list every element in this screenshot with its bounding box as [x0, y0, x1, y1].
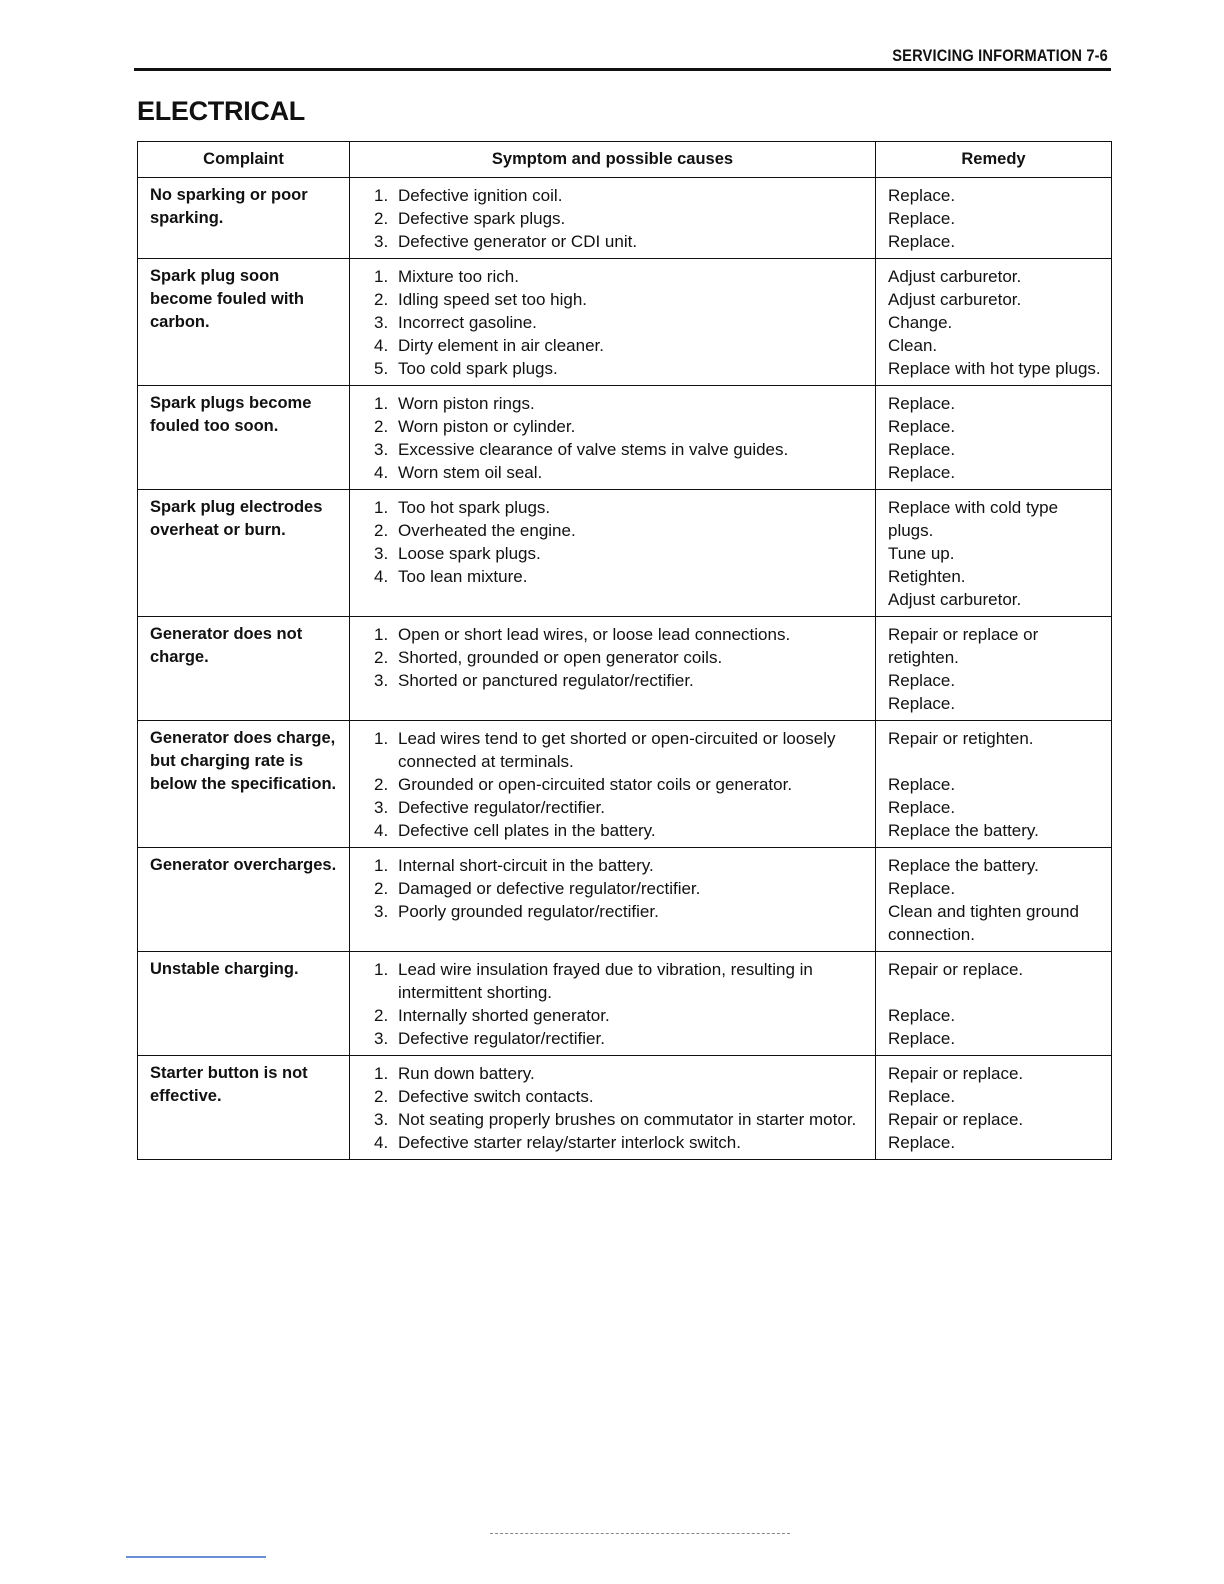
cause-item: [362, 854, 865, 877]
cause-number: 3.: [374, 1029, 389, 1048]
complaint-cell: Generator overcharges.: [138, 848, 350, 952]
cause-item: [362, 265, 865, 288]
table-row: [138, 178, 1112, 259]
cause-number: 5.: [374, 359, 389, 378]
cause-item: [362, 877, 865, 900]
complaint-cell: Spark plug electrodes overheat or burn.: [138, 490, 350, 617]
column-header-complaint: Complaint: [138, 142, 350, 178]
remedy-cell: [876, 490, 1112, 617]
remedy-item: Replace with hot type plugs.: [888, 359, 1101, 378]
cause-item: [362, 1062, 865, 1085]
cause-text: Defective switch contacts.: [398, 1087, 594, 1106]
cause-item: [362, 623, 865, 646]
cause-text: Internal short-circuit in the battery.: [398, 856, 654, 875]
cause-text: Not seating properly brushes on commutator in starter motor.: [398, 1110, 857, 1129]
cause-number: 1.: [374, 729, 389, 748]
cause-number: 3.: [374, 544, 389, 563]
cause-item: [362, 1131, 865, 1154]
remedy-cell: [876, 259, 1112, 386]
complaint-cell: No sparking or poor sparking.: [138, 178, 350, 259]
cause-number: 1.: [374, 394, 389, 413]
complaint-cell: Unstable charging.: [138, 952, 350, 1056]
cause-text: Too cold spark plugs.: [398, 359, 558, 378]
cause-text: Poorly grounded regulator/rectifier.: [398, 902, 659, 921]
remedy-item: Replace.: [888, 694, 956, 713]
cause-text: Lead wires tend to get shorted or open-circuited or loosely connected at terminals.: [398, 729, 836, 771]
remedy-item: Replace.: [888, 1029, 956, 1048]
header-rule: [134, 68, 1111, 71]
remedy-item: Repair or replace.: [888, 1110, 1024, 1129]
remedy-item: Replace.: [888, 1133, 956, 1152]
cause-number: 4.: [374, 1133, 389, 1152]
page-header-title: SERVICING INFORMATION 7-6: [892, 46, 1108, 65]
cause-text: Too hot spark plugs.: [398, 498, 551, 517]
remedy-cell: [876, 1056, 1112, 1160]
cause-number: 1.: [374, 1064, 389, 1083]
remedy-item: Replace.: [888, 417, 956, 436]
complaint-cell: Generator does not charge.: [138, 617, 350, 721]
cause-text: Worn stem oil seal.: [398, 463, 543, 482]
cause-item: [362, 334, 865, 357]
symptom-cell: [350, 1056, 876, 1160]
cause-item: [362, 230, 865, 253]
cause-number: 4.: [374, 336, 389, 355]
symptom-cell: [350, 386, 876, 490]
cause-number: 2.: [374, 209, 389, 228]
remedy-item: Replace the battery.: [888, 856, 1039, 875]
remedy-item: Adjust carburetor.: [888, 290, 1022, 309]
remedy-item: Replace.: [888, 1087, 956, 1106]
cause-number: 1.: [374, 856, 389, 875]
cause-item: [362, 773, 865, 796]
table-row: [138, 490, 1112, 617]
remedy-item: Replace.: [888, 440, 956, 459]
cause-number: 1.: [374, 960, 389, 979]
remedy-cell: [876, 848, 1112, 952]
symptom-cell: [350, 178, 876, 259]
troubleshooting-table: [137, 141, 1112, 1160]
cause-item: [362, 184, 865, 207]
cause-text: Idling speed set too high.: [398, 290, 588, 309]
cause-text: Defective regulator/rectifier.: [398, 798, 605, 817]
cause-item: [362, 565, 865, 588]
table-row: [138, 259, 1112, 386]
remedy-cell: [876, 178, 1112, 259]
remedy-cell: [876, 386, 1112, 490]
cause-text: Defective generator or CDI unit.: [398, 232, 638, 251]
cause-text: Too lean mixture.: [398, 567, 528, 586]
cause-item: [362, 496, 865, 519]
remedy-item: Replace.: [888, 879, 956, 898]
remedy-item: Repair or retighten.: [888, 729, 1034, 748]
cause-number: 1.: [374, 498, 389, 517]
remedy-item: Repair or replace.: [888, 960, 1024, 979]
cause-number: 1.: [374, 625, 389, 644]
cause-text: Damaged or defective regulator/rectifier.: [398, 879, 701, 898]
cause-number: 3.: [374, 313, 389, 332]
cause-number: 2.: [374, 775, 389, 794]
remedy-item: Change.: [888, 313, 953, 332]
remedy-item: Replace.: [888, 798, 956, 817]
remedy-cell: [876, 617, 1112, 721]
remedy-item: Replace.: [888, 775, 956, 794]
cause-text: Lead wire insulation frayed due to vibration, resulting in intermittent shorting.: [398, 960, 813, 1002]
remedy-item: Replace.: [888, 463, 956, 482]
cause-text: Shorted, grounded or open generator coils.: [398, 648, 723, 667]
remedy-cell: [876, 721, 1112, 848]
table-row: [138, 617, 1112, 721]
table-row: [138, 848, 1112, 952]
remedy-item: Repair or replace or retighten.: [888, 625, 1039, 667]
cause-item: [362, 819, 865, 842]
cause-number: 2.: [374, 417, 389, 436]
cause-text: Worn piston or cylinder.: [398, 417, 576, 436]
cause-text: Defective spark plugs.: [398, 209, 566, 228]
complaint-cell: Starter button is not effective.: [138, 1056, 350, 1160]
cause-number: 4.: [374, 463, 389, 482]
cause-item: [362, 727, 865, 773]
cause-number: 2.: [374, 1006, 389, 1025]
cause-item: [362, 311, 865, 334]
table-body: [138, 178, 1112, 1160]
cause-text: Internally shorted generator.: [398, 1006, 610, 1025]
remedy-item: Retighten.: [888, 567, 966, 586]
cause-number: 4.: [374, 821, 389, 840]
remedy-item: Replace.: [888, 186, 956, 205]
symptom-cell: [350, 721, 876, 848]
remedy-item: Replace.: [888, 209, 956, 228]
remedy-item: Replace with cold type plugs.: [888, 498, 1059, 540]
cause-text: Mixture too rich.: [398, 267, 519, 286]
remedy-cell: [876, 952, 1112, 1056]
cause-number: 3.: [374, 440, 389, 459]
symptom-cell: [350, 259, 876, 386]
table-header: [138, 142, 1112, 178]
cause-item: [362, 461, 865, 484]
cause-text: Loose spark plugs.: [398, 544, 541, 563]
column-header-symptom: Symptom and possible causes: [350, 142, 876, 178]
cause-text: Shorted or panctured regulator/rectifier.: [398, 671, 694, 690]
table-row: [138, 1056, 1112, 1160]
cause-number: 2.: [374, 648, 389, 667]
cause-number: 2.: [374, 521, 389, 540]
remedy-item: Clean and tighten ground connection.: [888, 902, 1079, 944]
symptom-cell: [350, 848, 876, 952]
cause-number: 3.: [374, 1110, 389, 1129]
cause-item: [362, 357, 865, 380]
remedy-item: Replace.: [888, 394, 956, 413]
cause-item: [362, 1085, 865, 1108]
column-header-remedy: Remedy: [876, 142, 1112, 178]
table-row: [138, 721, 1112, 848]
cause-text: Worn piston rings.: [398, 394, 535, 413]
cause-number: 2.: [374, 290, 389, 309]
cause-number: 2.: [374, 1087, 389, 1106]
remedy-item: Replace.: [888, 671, 956, 690]
cause-item: [362, 207, 865, 230]
cause-item: [362, 1108, 865, 1131]
symptom-cell: [350, 617, 876, 721]
table-row: [138, 386, 1112, 490]
remedy-item: Replace the battery.: [888, 821, 1039, 840]
remedy-item: Replace.: [888, 1006, 956, 1025]
cause-item: [362, 669, 865, 692]
complaint-cell: Spark plug soon become fouled with carbon.: [138, 259, 350, 386]
cause-item: [362, 392, 865, 415]
cause-item: [362, 646, 865, 669]
bottom-underline: [126, 1556, 266, 1558]
cause-text: Defective starter relay/starter interlock switch.: [398, 1133, 741, 1152]
cause-text: Defective cell plates in the battery.: [398, 821, 656, 840]
cause-item: [362, 519, 865, 542]
cause-number: 3.: [374, 671, 389, 690]
cause-number: 4.: [374, 567, 389, 586]
complaint-cell: Generator does charge, but charging rate is below the specification.: [138, 721, 350, 848]
symptom-cell: [350, 952, 876, 1056]
symptom-cell: [350, 490, 876, 617]
cause-text: Grounded or open-circuited stator coils or generator.: [398, 775, 793, 794]
cause-text: Open or short lead wires, or loose lead connections.: [398, 625, 791, 644]
cause-item: [362, 958, 865, 1004]
remedy-item: Repair or replace.: [888, 1064, 1024, 1083]
cause-text: Defective regulator/rectifier.: [398, 1029, 605, 1048]
cause-number: 1.: [374, 186, 389, 205]
remedy-item: Tune up.: [888, 544, 955, 563]
cause-number: 3.: [374, 902, 389, 921]
cause-item: [362, 415, 865, 438]
remedy-item: Adjust carburetor.: [888, 267, 1022, 286]
cause-item: [362, 796, 865, 819]
complaint-cell: Spark plugs become fouled too soon.: [138, 386, 350, 490]
cause-text: Run down battery.: [398, 1064, 535, 1083]
cause-number: 1.: [374, 267, 389, 286]
cause-text: Excessive clearance of valve stems in valve guides.: [398, 440, 789, 459]
cause-item: [362, 1004, 865, 1027]
cause-text: Incorrect gasoline.: [398, 313, 537, 332]
remedy-item: Clean.: [888, 336, 938, 355]
cause-text: Defective ignition coil.: [398, 186, 563, 205]
cause-item: [362, 542, 865, 565]
table-row: [138, 952, 1112, 1056]
cause-number: 3.: [374, 232, 389, 251]
cause-number: 2.: [374, 879, 389, 898]
cause-item: [362, 288, 865, 311]
cause-number: 3.: [374, 798, 389, 817]
cause-item: [362, 438, 865, 461]
remedy-item: Replace.: [888, 232, 956, 251]
cause-item: [362, 900, 865, 923]
bottom-dashed-line: [490, 1533, 790, 1536]
remedy-item: Adjust carburetor.: [888, 590, 1022, 609]
section-title: ELECTRICAL: [137, 96, 305, 126]
cause-text: Dirty element in air cleaner.: [398, 336, 604, 355]
cause-item: [362, 1027, 865, 1050]
cause-text: Overheated the engine.: [398, 521, 576, 540]
